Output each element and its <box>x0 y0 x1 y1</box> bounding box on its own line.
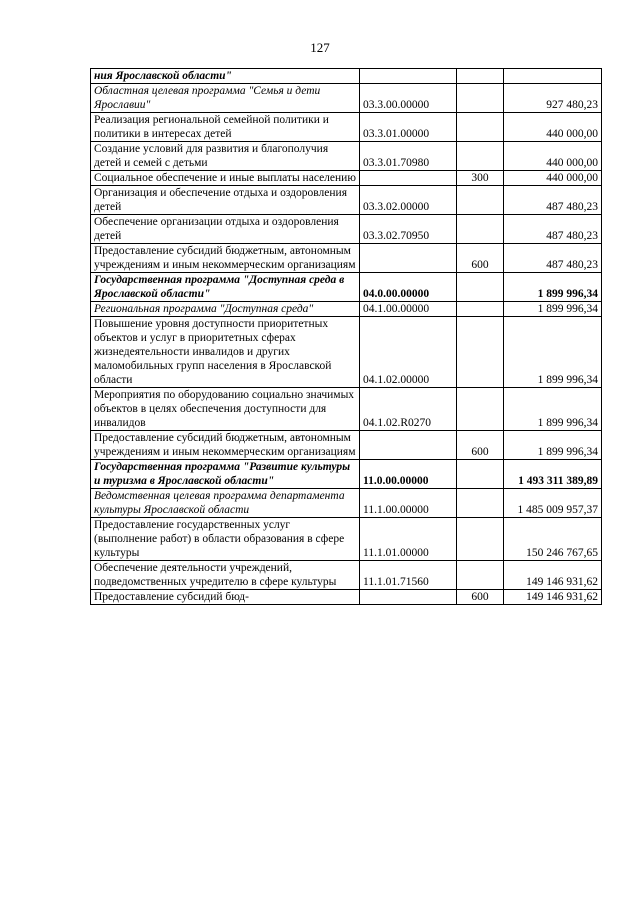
program-name-cell: ния Ярославской области" <box>91 69 360 84</box>
expense-type-cell <box>457 460 504 489</box>
amount-cell: 150 246 767,65 <box>504 518 602 561</box>
program-name-cell: Предоставление государственных услуг (выполнение работ) в области образования в сфере культуры <box>91 518 360 561</box>
target-code-cell: 04.0.00.00000 <box>360 273 457 302</box>
table-row <box>91 113 602 142</box>
amount-cell: 487 480,23 <box>504 186 602 215</box>
program-name-cell: Обеспечение организации отдыха и оздоровления детей <box>91 215 360 244</box>
table-row <box>91 431 602 460</box>
table-row <box>91 171 602 186</box>
target-code-cell: 04.1.02.R0270 <box>360 388 457 431</box>
program-name-cell: Реализация региональной семейной политики и политики в интересах детей <box>91 113 360 142</box>
amount-cell: 1 899 996,34 <box>504 388 602 431</box>
table-row <box>91 69 602 84</box>
target-code-cell <box>360 431 457 460</box>
program-name-cell: Предоставление субсидий бюджетным, автономным учреждениям и иным некоммерческим организациям <box>91 244 360 273</box>
program-name-cell: Повышение уровня доступности приоритетных объектов и услуг в приоритетных сферах жизнедеятельности инвалидов и других маломобильных групп населения в Ярославской области <box>91 317 360 388</box>
program-name-cell: Обеспечение деятельности учреждений, подведомственных учредителю в сфере культуры <box>91 561 360 590</box>
target-code-cell: 03.3.01.00000 <box>360 113 457 142</box>
expense-type-cell: 600 <box>457 590 504 605</box>
amount-cell: 1 493 311 389,89 <box>504 460 602 489</box>
program-name-cell: Ведомственная целевая программа департамента культуры Ярославской области <box>91 489 360 518</box>
program-name-cell: Мероприятия по оборудованию социально значимых объектов в целях обеспечения доступности для инвалидов <box>91 388 360 431</box>
target-code-cell <box>360 590 457 605</box>
table-row <box>91 518 602 561</box>
amount-cell: 1 899 996,34 <box>504 431 602 460</box>
amount-cell: 1 899 996,34 <box>504 302 602 317</box>
expense-type-cell <box>457 273 504 302</box>
table-row <box>91 215 602 244</box>
expense-type-cell <box>457 489 504 518</box>
amount-cell: 487 480,23 <box>504 244 602 273</box>
program-name-cell: Организация и обеспечение отдыха и оздоровления детей <box>91 186 360 215</box>
target-code-cell: 03.3.00.00000 <box>360 84 457 113</box>
expense-type-cell <box>457 69 504 84</box>
expense-type-cell <box>457 302 504 317</box>
program-name-cell: Государственная программа "Развитие культуры и туризма в Ярославской области" <box>91 460 360 489</box>
program-name-cell: Государственная программа "Доступная среда в Ярославской области" <box>91 273 360 302</box>
expense-type-cell: 600 <box>457 244 504 273</box>
program-name-cell: Предоставление субсидий бюджетным, автономным учреждениям и иным некоммерческим организациям <box>91 431 360 460</box>
amount-cell: 1 899 996,34 <box>504 317 602 388</box>
target-code-cell: 04.1.00.00000 <box>360 302 457 317</box>
expense-type-cell <box>457 317 504 388</box>
program-name-cell: Предоставление субсидий бюд- <box>91 590 360 605</box>
table-row <box>91 244 602 273</box>
expense-type-cell: 300 <box>457 171 504 186</box>
target-code-cell: 11.1.00.00000 <box>360 489 457 518</box>
amount-cell: 149 146 931,62 <box>504 561 602 590</box>
amount-cell: 440 000,00 <box>504 171 602 186</box>
program-name-cell: Создание условий для развития и благополучия детей и семей с детьми <box>91 142 360 171</box>
amount-cell: 1 485 009 957,37 <box>504 489 602 518</box>
expense-type-cell <box>457 215 504 244</box>
amount-cell: 440 000,00 <box>504 142 602 171</box>
amount-cell: 927 480,23 <box>504 84 602 113</box>
expense-type-cell <box>457 186 504 215</box>
target-code-cell: 11.0.00.00000 <box>360 460 457 489</box>
budget-table <box>90 68 602 605</box>
expense-type-cell <box>457 84 504 113</box>
target-code-cell: 04.1.02.00000 <box>360 317 457 388</box>
target-code-cell: 11.1.01.71560 <box>360 561 457 590</box>
table-row <box>91 561 602 590</box>
table-row <box>91 317 602 388</box>
target-code-cell <box>360 244 457 273</box>
table-row <box>91 186 602 215</box>
expense-type-cell <box>457 113 504 142</box>
table-row <box>91 590 602 605</box>
table-row <box>91 302 602 317</box>
table-row <box>91 388 602 431</box>
amount-cell: 440 000,00 <box>504 113 602 142</box>
expense-type-cell <box>457 518 504 561</box>
page-number: 127 <box>310 40 330 55</box>
table-row <box>91 84 602 113</box>
table-row <box>91 142 602 171</box>
target-code-cell: 03.3.02.00000 <box>360 186 457 215</box>
amount-cell: 487 480,23 <box>504 215 602 244</box>
expense-type-cell <box>457 561 504 590</box>
program-name-cell: Областная целевая программа "Семья и дети Ярославии" <box>91 84 360 113</box>
amount-cell: 1 899 996,34 <box>504 273 602 302</box>
target-code-cell: 03.3.02.70950 <box>360 215 457 244</box>
target-code-cell: 03.3.01.70980 <box>360 142 457 171</box>
expense-type-cell <box>457 142 504 171</box>
expense-type-cell <box>457 388 504 431</box>
table-row <box>91 273 602 302</box>
target-code-cell: 11.1.01.00000 <box>360 518 457 561</box>
table-row <box>91 489 602 518</box>
target-code-cell <box>360 69 457 84</box>
amount-cell: 149 146 931,62 <box>504 590 602 605</box>
expense-type-cell: 600 <box>457 431 504 460</box>
target-code-cell <box>360 171 457 186</box>
table-row <box>91 460 602 489</box>
budget-table-body <box>91 69 602 605</box>
program-name-cell: Региональная программа "Доступная среда" <box>91 302 360 317</box>
amount-cell <box>504 69 602 84</box>
program-name-cell: Социальное обеспечение и иные выплаты населению <box>91 171 360 186</box>
